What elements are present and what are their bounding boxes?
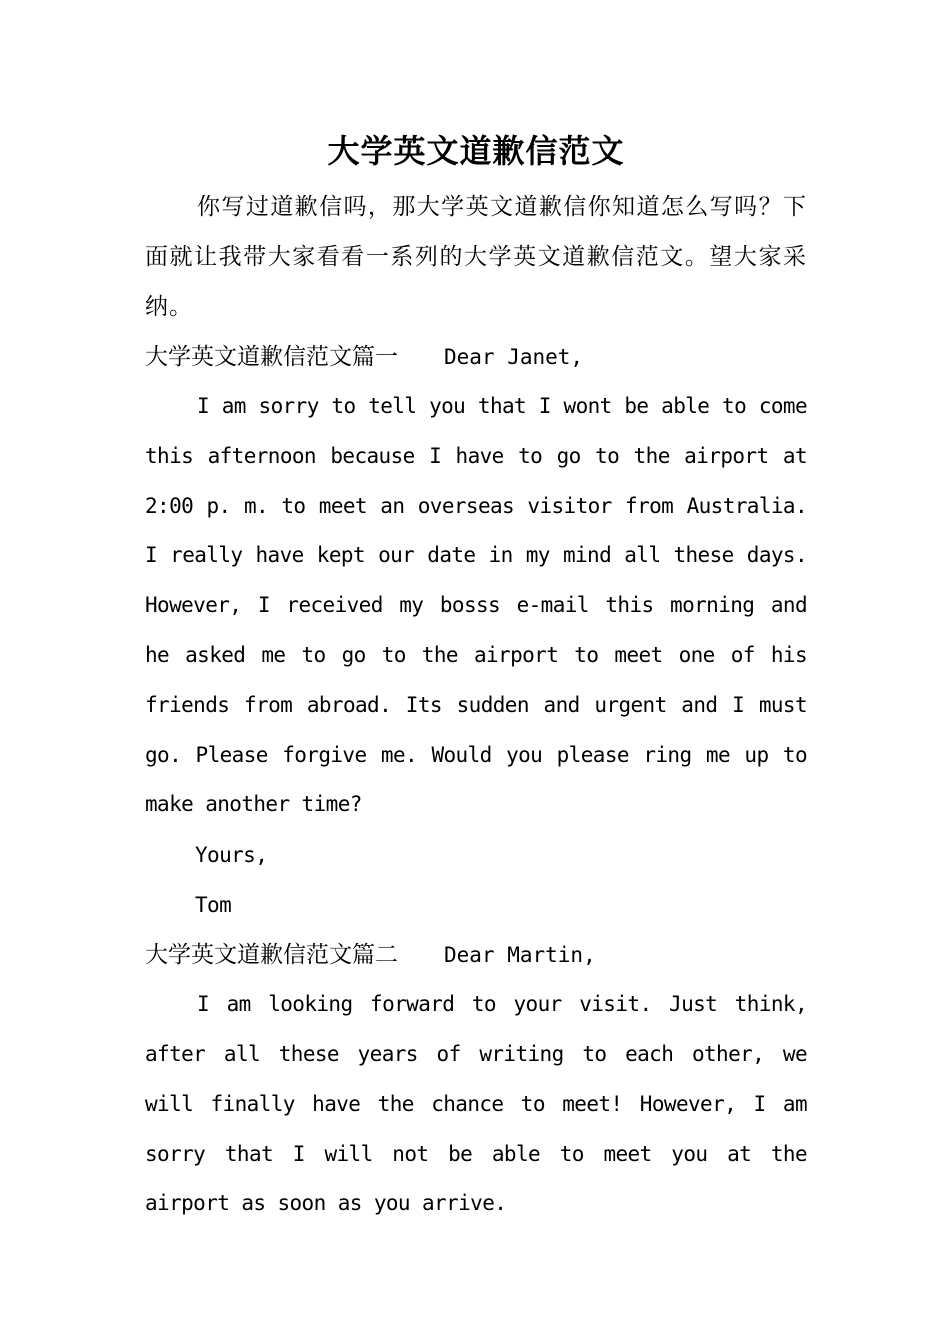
section-1-header (145, 332, 807, 382)
section-1-label: 大学英文道歉信范文篇一 (145, 344, 398, 370)
section-2-header (145, 930, 807, 980)
section-1-salutation: Dear Janet, (444, 345, 584, 369)
section-2-salutation: Dear Martin, (444, 943, 596, 968)
document-title: 大学英文道歉信范文 (327, 132, 625, 170)
intro-paragraph: 你写过道歉信吗，那大学英文道歉信你知道怎么写吗？下面就让我带大家看看一系列的大学英文道歉信范文。望大家采纳。 (145, 194, 807, 320)
section-1-signature: Tom (195, 893, 232, 918)
section-2-body: I am looking forward to your visit. Just think, after all these years of writing to each other, we will finally have the chance to meet! However, I am sorry that I will not be able to meet you at the airport as soon as you arrive. (145, 992, 807, 1216)
section-1-body: I am sorry to tell you that I wont be able to come this afternoon because I have to go to the airport at 2:00 p. m. to meet an overseas visitor from Australia. I really have kept our date in my mind all these days. However, I received my bosss e-mail this morning and he asked me to go to the airport to meet one of his friends from abroad. Its sudden and urgent and I must go. Please forgive me. Would you please ring me up to make another time? (145, 394, 807, 817)
section-1-closing: Yours, (195, 843, 268, 868)
document-page (145, 120, 807, 1229)
section-2-label: 大学英文道歉信范文篇二 (145, 942, 398, 969)
